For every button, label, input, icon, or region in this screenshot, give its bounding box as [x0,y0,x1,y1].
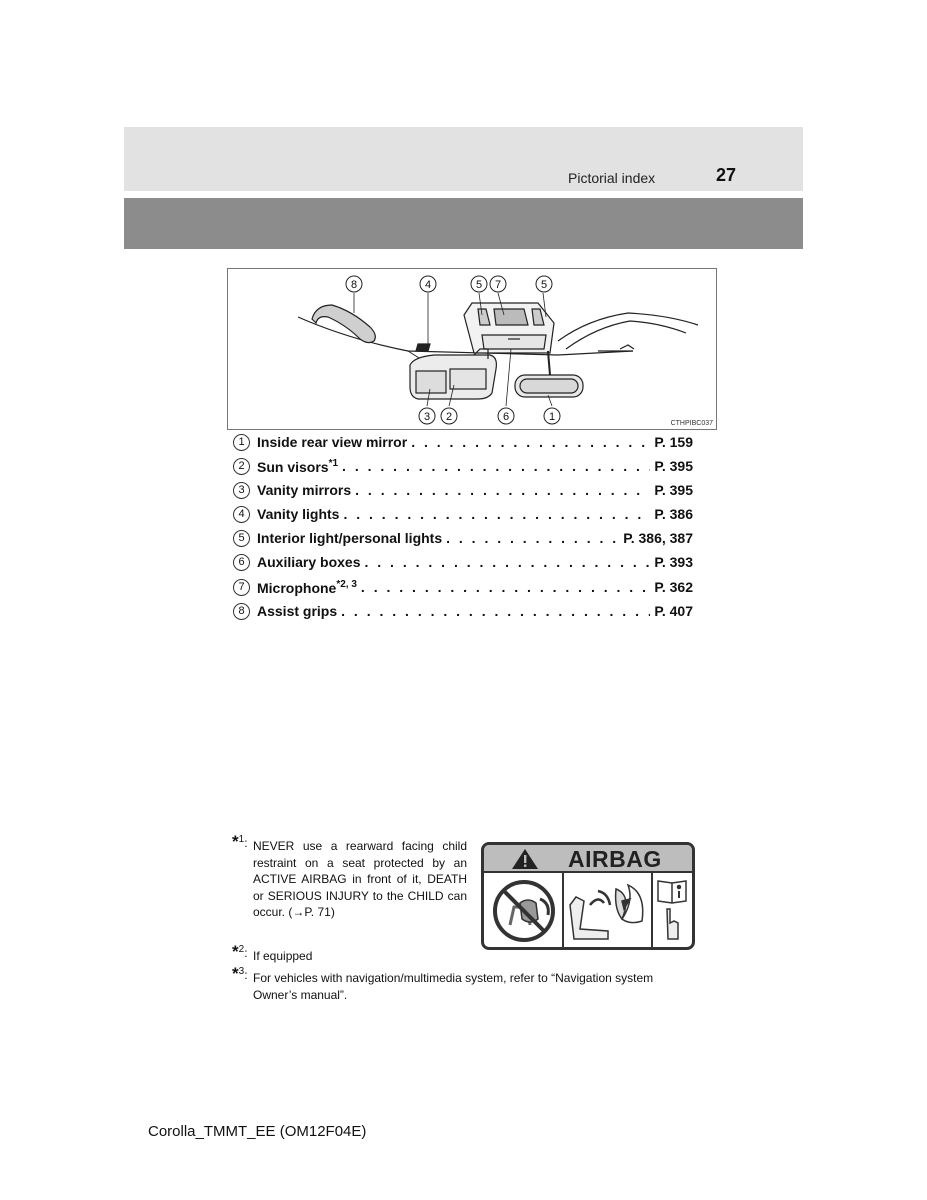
item-number: 7 [233,579,250,596]
item-label: Inside rear view mirror [257,434,408,450]
callout-label-7: 7 [494,279,502,291]
overhead-console-drawing [228,269,716,429]
leader-dots [411,434,650,450]
leader-dots [355,482,650,498]
item-number: 1 [233,434,250,451]
airbag-title: AIRBAG [568,846,662,872]
item-page-ref[interactable]: P. 395 [654,458,693,474]
callout-label-5: 5 [475,279,483,291]
leader-dots [342,458,650,474]
index-item[interactable] [233,551,693,573]
footnote-1-mark: *$^1$: [232,832,248,851]
item-label: Microphone [257,579,337,596]
item-label: Assist grips [257,603,338,619]
callout-label-5b: 5 [540,279,548,291]
airbag-deploy-icon [570,885,643,939]
callout-label-2: 2 [445,411,453,423]
item-number: 5 [233,530,250,547]
warning-triangle-icon [512,849,538,869]
item-number: 3 [233,482,250,499]
index-item[interactable] [233,431,693,453]
item-label: Vanity mirrors [257,482,352,498]
leader-dots [343,506,650,522]
leader-dots [446,530,619,546]
footnote-1-text: NEVER use a rearward facing child restraint on a seat protected by an ACTIVE AIRBAG in front of it, DEATH or SERIOUS INJURY to the CHILD can occur. (→P. 71) [253,839,467,919]
index-item[interactable] [233,455,693,477]
callout-label-4: 4 [424,279,432,291]
page-number: 27 [716,165,737,185]
interior-illustration [227,268,717,430]
item-footnote-ref: *2, 3 [336,578,357,590]
item-label: Sun visors [257,458,329,475]
index-item[interactable] [233,600,693,622]
item-number: 4 [233,506,250,523]
item-label: Interior light/personal lights [257,530,443,546]
index-item[interactable] [233,503,693,525]
callout-label-1: 1 [548,411,556,423]
section-title: Pictorial index [568,170,656,186]
leader-dots [365,554,651,570]
item-page-ref[interactable]: P. 395 [654,482,693,498]
airbag-warning-label [481,842,695,950]
read-manual-icon [658,881,686,939]
item-number: 8 [233,603,250,620]
item-page-ref[interactable]: P. 386, 387 [623,530,693,546]
item-number: 2 [233,458,250,475]
index-item[interactable] [233,479,693,501]
item-page-ref[interactable]: P. 159 [654,434,693,450]
item-page-ref[interactable]: P. 386 [654,506,693,522]
leader-dots [341,603,650,619]
no-rear-facing-child-seat-icon [495,882,553,940]
footnote-3-mark: *$^3$: [232,964,248,983]
item-page-ref[interactable]: P. 362 [654,579,693,595]
section-bar [124,198,803,249]
illustration-code: CTHPIBC037 [670,420,713,427]
footnote-3-text: For vehicles with navigation/multimedia system, refer to “Navigation system Owner’s manual”. [253,971,654,1002]
item-footnote-ref: *1 [328,457,339,469]
item-label: Vanity lights [257,506,340,522]
footnote-2-mark: *$^2$: [232,942,248,961]
leader-dots [361,579,650,595]
index-item[interactable] [233,576,693,598]
item-page-ref[interactable]: P. 407 [654,603,693,619]
callout-label-6: 6 [502,411,510,423]
callout-label-8: 8 [350,279,358,291]
header-band [124,127,803,191]
callout-label-3: 3 [423,411,431,423]
footnote-2-text: If equipped [253,949,313,963]
item-page-ref[interactable]: P. 393 [654,554,693,570]
item-number: 6 [233,554,250,571]
document-id-footer: Corolla_TMMT_EE (OM12F04E) [148,1123,367,1140]
index-item[interactable] [233,527,693,549]
item-label: Auxiliary boxes [257,554,361,570]
